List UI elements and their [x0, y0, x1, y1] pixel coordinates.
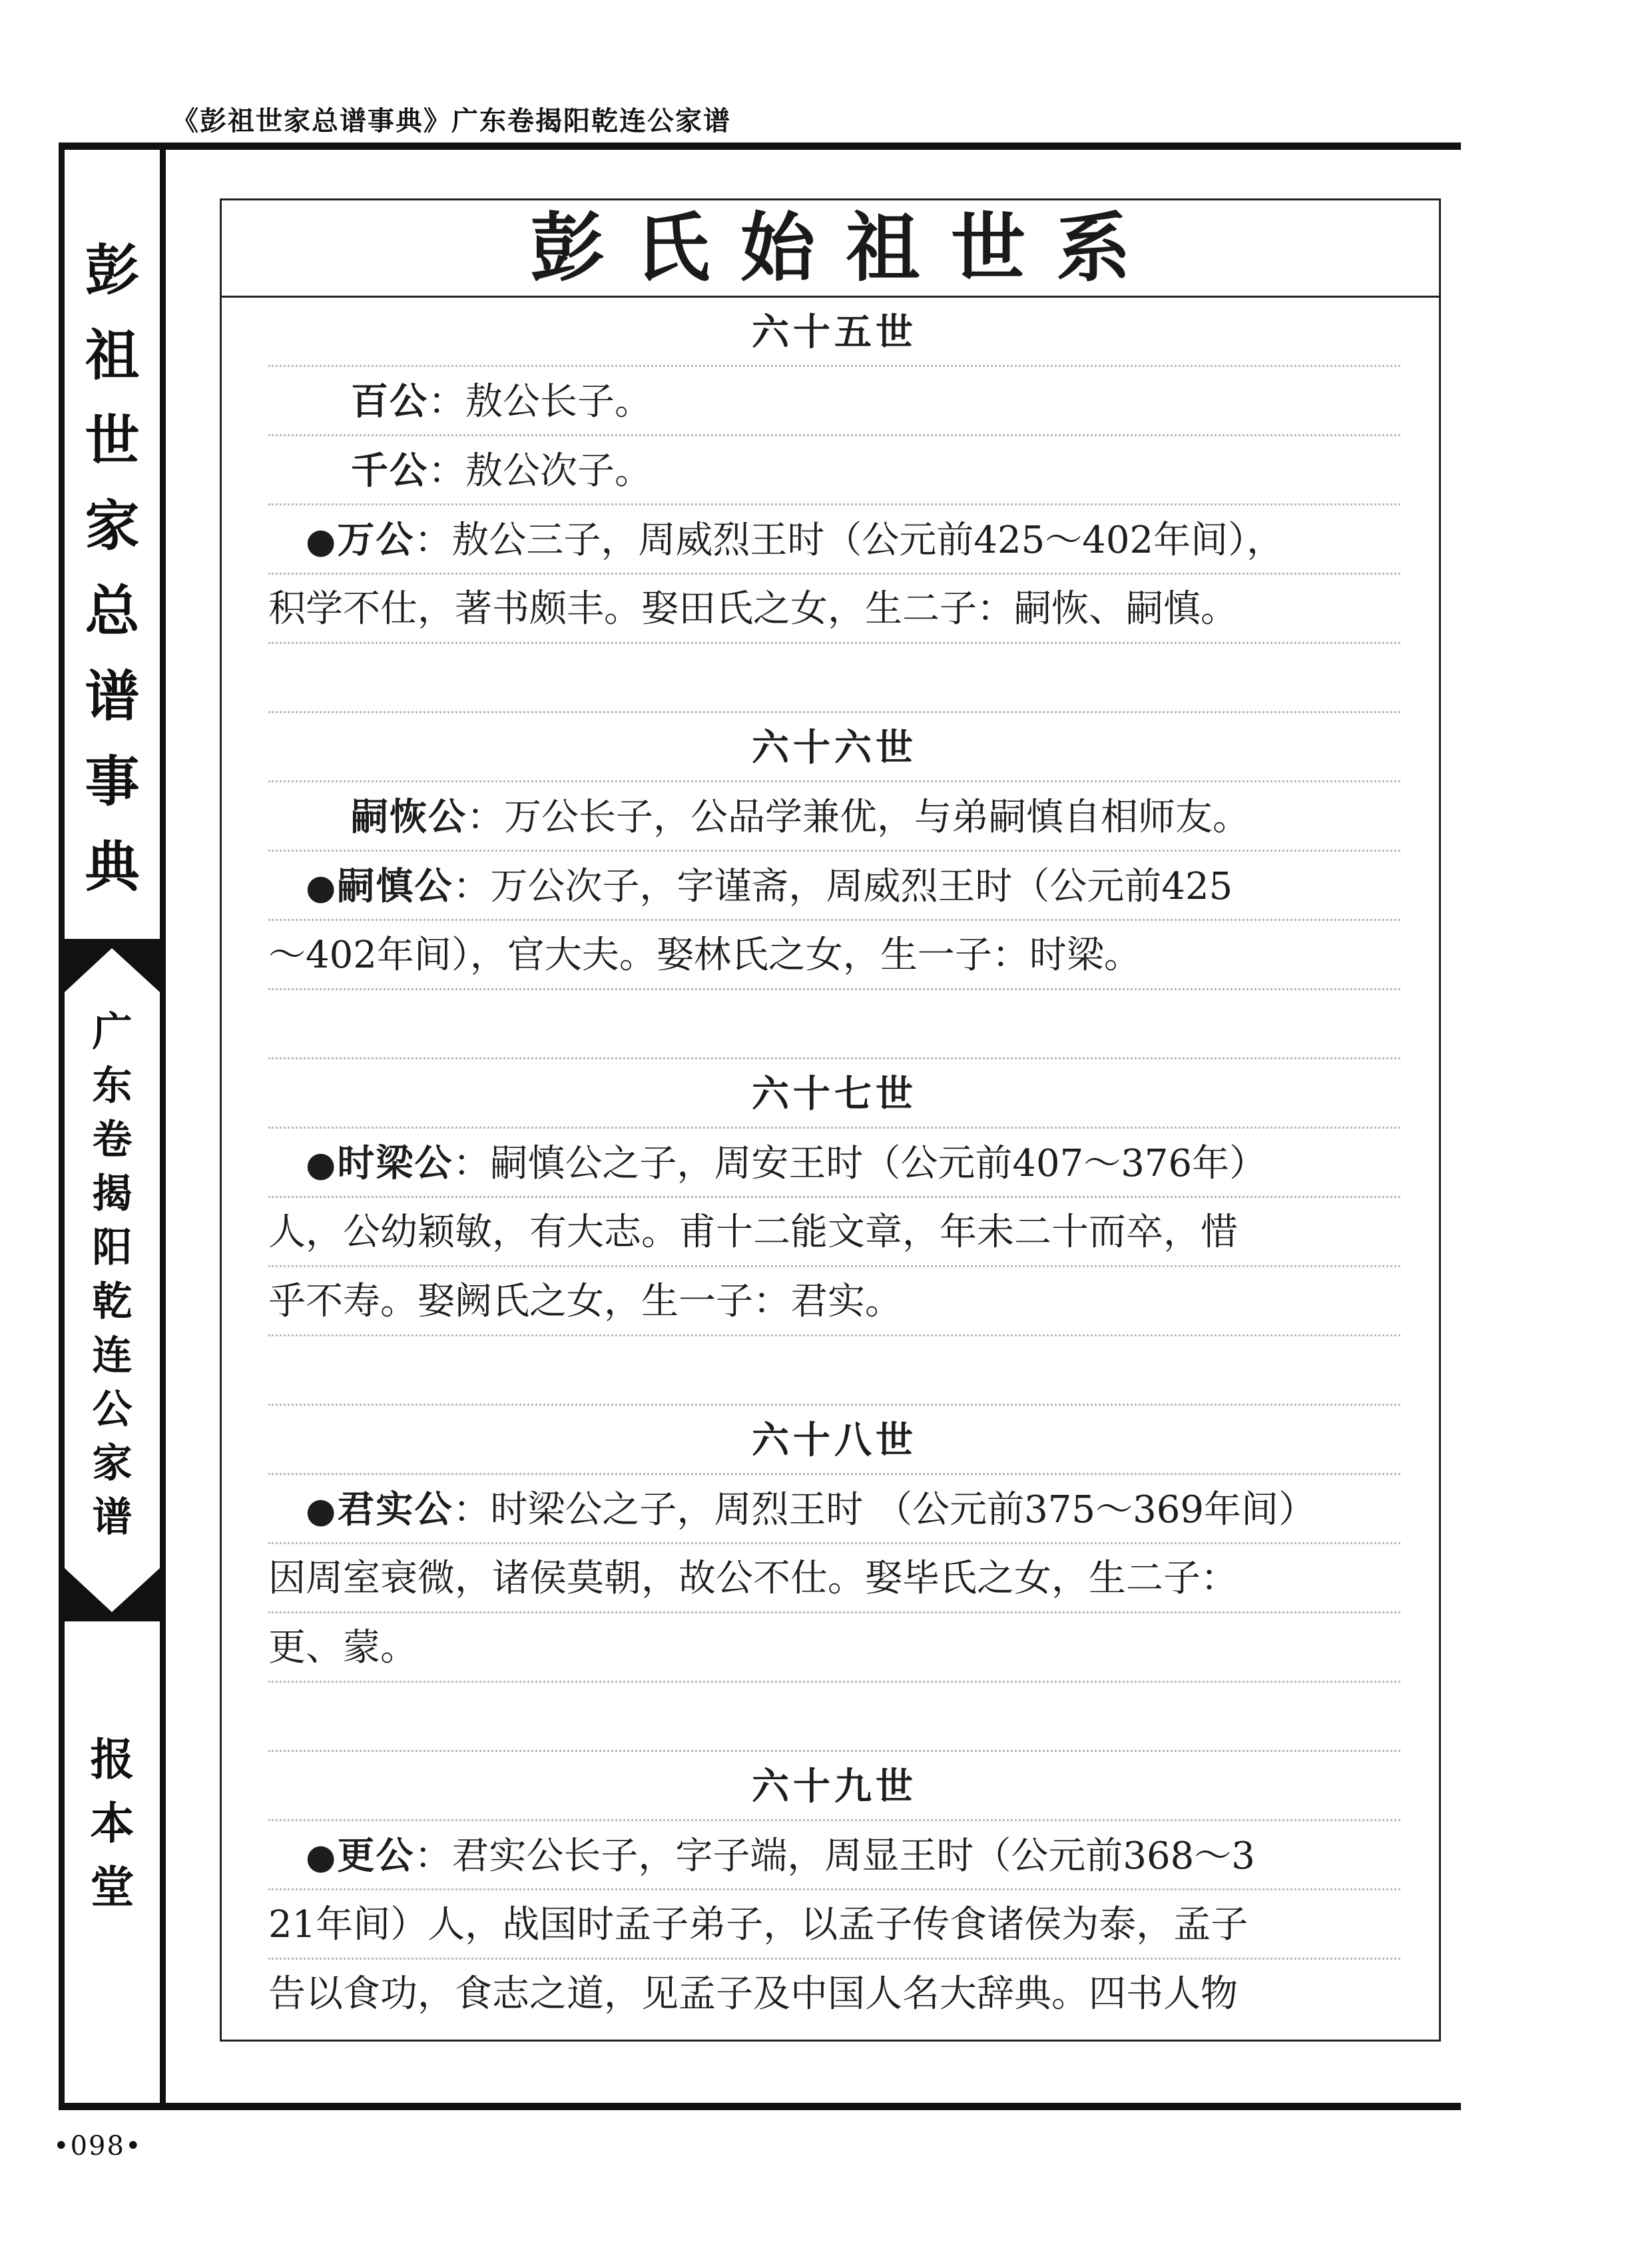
person-name: 时梁公 — [337, 1141, 453, 1185]
text-line: 告以食功，食志之道，见孟子及中国人名大辞典。四书人物 — [268, 1972, 1238, 2016]
spine-title-char: 谱 — [85, 665, 140, 728]
person-name: 万公 — [337, 518, 415, 562]
spine-chevron-bottom — [65, 1568, 160, 1616]
person-name: 千公 — [351, 449, 428, 493]
person-name: 更公 — [337, 1834, 415, 1878]
spine-hall-char: 报 — [90, 1734, 135, 1785]
text-line — [268, 782, 1400, 852]
spine-title-char: 彭 — [85, 239, 140, 302]
spine-title-char: 事 — [85, 750, 140, 814]
line-text: ：敖公次子。 — [428, 449, 652, 493]
generation-heading: 六十八世 — [268, 1406, 1400, 1475]
line-text: ：敖公长子。 — [428, 380, 652, 423]
text-line: ～402年间），官大夫。娶林氏之女，生一子：时梁。 — [268, 921, 1400, 990]
text-line — [268, 505, 1400, 575]
person-name: 嗣慎公 — [337, 864, 453, 908]
spine-volume-char: 公 — [92, 1386, 133, 1433]
bottom-rule — [59, 2103, 1461, 2110]
spine-volume-char: 乾 — [92, 1278, 133, 1325]
spine-volume-char: 广 — [92, 1009, 133, 1055]
bullet-marker: ● — [306, 868, 336, 908]
spine-volume-char: 连 — [92, 1332, 133, 1379]
spine-title-char: 祖 — [85, 324, 140, 388]
line-text: ：万公次子，字谨斋，周威烈王时（公元前425 — [453, 865, 1233, 908]
spine-title — [65, 228, 160, 910]
blank-line — [268, 1683, 1400, 1752]
spine-hall-char: 本 — [90, 1798, 135, 1849]
generation-heading: 六十六世 — [268, 713, 1400, 782]
spine-volume-title — [65, 1005, 160, 1545]
text-line — [268, 1129, 1400, 1198]
spine-title-char: 世 — [85, 410, 140, 473]
left-border-outer — [59, 142, 65, 2110]
page-number: •098• — [53, 2131, 142, 2161]
generation-heading: 六十九世 — [268, 1752, 1400, 1821]
bullet-marker: ● — [306, 521, 336, 561]
text-line — [268, 1475, 1400, 1544]
text-line — [268, 852, 1400, 921]
left-border-inner — [160, 142, 166, 2110]
line-text: ：万公长子，公品学兼优，与弟嗣慎自相师友。 — [467, 796, 1250, 839]
frame-title: 彭氏始祖世系 — [530, 204, 1161, 292]
text-line — [268, 436, 1400, 505]
text-line: 积学不仕，著书颇丰。娶田氏之女，生二子：嗣恢、嗣慎。 — [268, 575, 1400, 644]
line-text: ：君实公长子，字子端，周显王时（公元前368～3 — [414, 1834, 1255, 1878]
bullet-marker: ● — [306, 1837, 336, 1877]
text-line: 乎不寿。娶阙氏之女，生一子：君实。 — [268, 1267, 1400, 1336]
blank-line — [268, 1336, 1400, 1406]
spine-volume-char: 揭 — [92, 1171, 133, 1217]
spine-title-char: 总 — [85, 580, 140, 643]
text-line — [268, 367, 1400, 436]
blank-line — [268, 990, 1400, 1059]
spine-hall-char: 堂 — [90, 1862, 135, 1913]
person-name: 嗣恢公 — [351, 795, 467, 839]
spine-volume-char: 家 — [92, 1440, 133, 1487]
person-name: 百公 — [351, 380, 428, 423]
spine-chevron-top — [65, 944, 160, 992]
text-line: 人，公幼颖敏，有大志。甫十二能文章，年未二十而卒，惜 — [268, 1198, 1400, 1267]
spine-volume-char: 阳 — [92, 1225, 133, 1271]
blank-line — [268, 644, 1400, 713]
spine-separator — [65, 939, 160, 944]
line-text: ：敖公三子，周威烈王时（公元前425～402年间）， — [414, 519, 1284, 562]
spine-volume-char: 东 — [92, 1063, 133, 1109]
text-line: 更、蒙。 — [268, 1613, 1400, 1683]
spine-column — [65, 150, 160, 2103]
person-name: 君实公 — [337, 1488, 453, 1532]
top-rule — [59, 142, 1461, 150]
generation-heading: 六十五世 — [268, 298, 1400, 367]
text-line — [268, 1821, 1400, 1890]
spine-volume-char: 谱 — [92, 1494, 133, 1541]
bullet-marker: ● — [306, 1145, 336, 1185]
text-line: 21年间）人，战国时孟子弟子，以孟子传食诸侯为泰，孟子 — [268, 1890, 1400, 1960]
generation-heading: 六十七世 — [268, 1059, 1400, 1129]
spine-separator — [65, 1616, 160, 1621]
bullet-marker: ● — [306, 1491, 336, 1531]
spine-title-char: 典 — [85, 836, 140, 899]
spine-hall-name — [65, 1728, 160, 1920]
running-header: 《彭祖世家总谱事典》广东卷揭阳乾连公家谱 — [172, 106, 731, 137]
spine-volume-char: 卷 — [92, 1117, 133, 1163]
content-frame — [220, 198, 1441, 2042]
line-text: ：嗣慎公之子，周安王时（公元前407～376年） — [453, 1142, 1267, 1185]
line-text: ：时梁公之子，周烈王时 （公元前375～369年间） — [453, 1488, 1316, 1532]
spine-title-char: 家 — [85, 495, 140, 558]
text-line: 因周室衰微，诸侯莫朝，故公不仕。娶毕氏之女，生二子： — [268, 1544, 1400, 1613]
frame-title-box — [222, 200, 1439, 298]
